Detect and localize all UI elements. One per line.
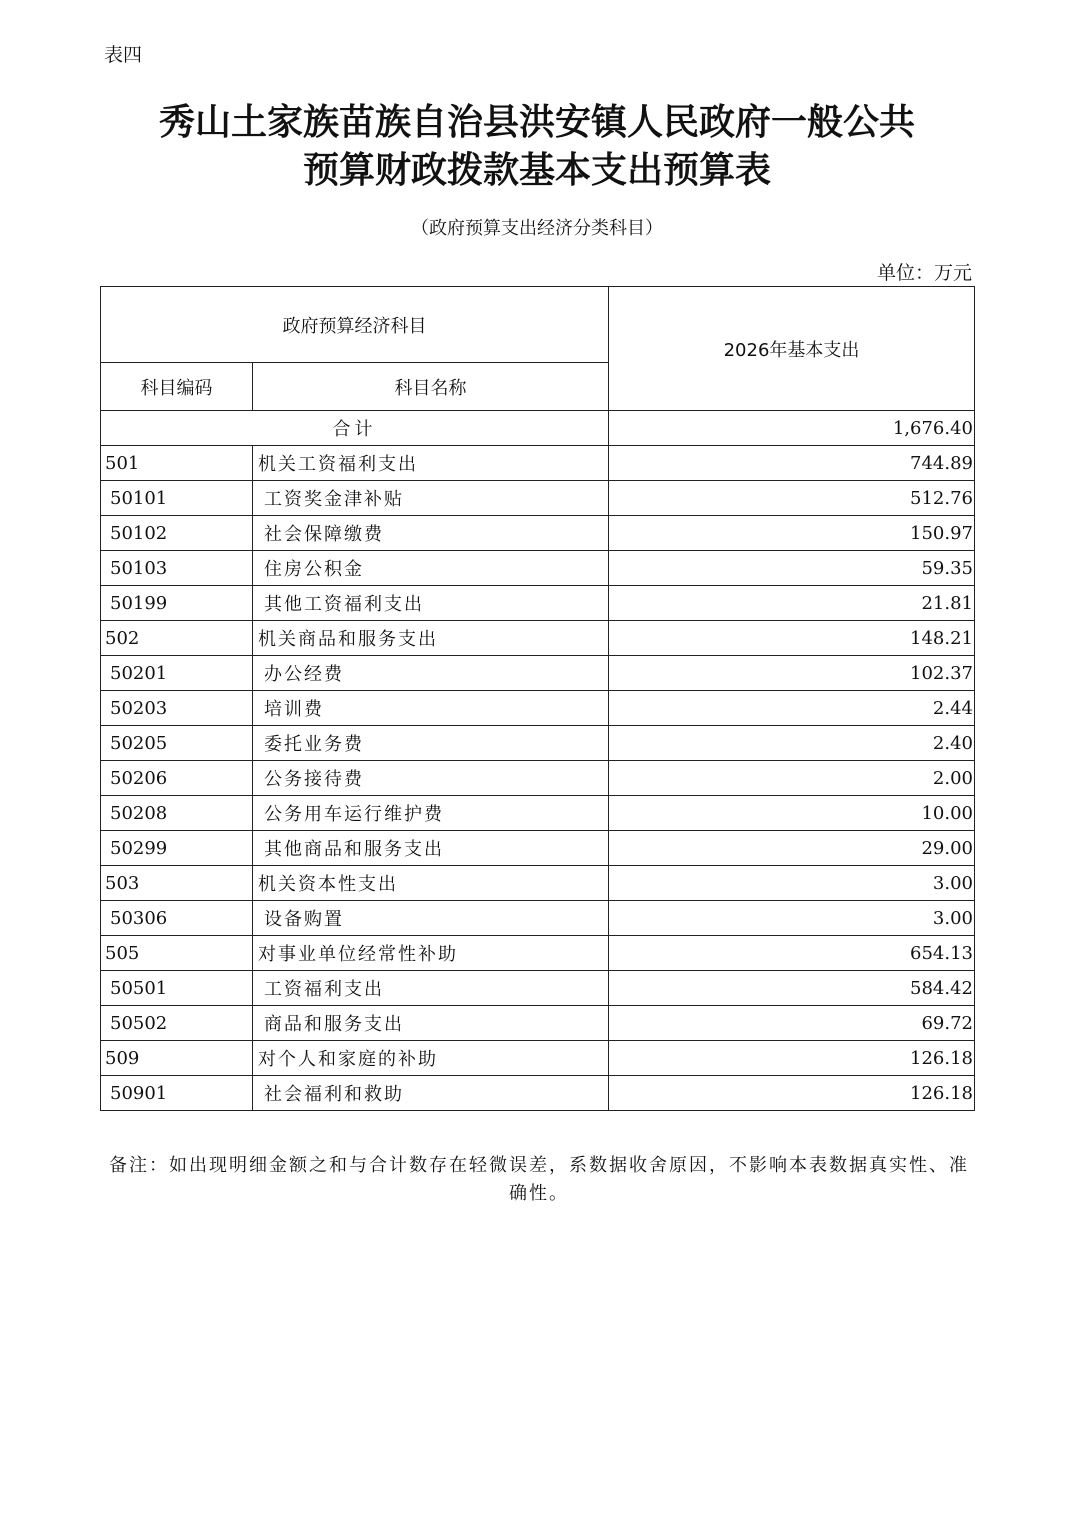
subject-name: 培训费 [253, 691, 609, 726]
subject-name: 工资福利支出 [253, 971, 609, 1006]
table-row [101, 621, 975, 656]
subject-code: 509 [101, 1041, 253, 1076]
subject-code: 505 [101, 936, 253, 971]
subject-code: 503 [101, 866, 253, 901]
subject-code: 50205 [101, 726, 253, 761]
subject-code: 502 [101, 621, 253, 656]
subject-code: 50101 [101, 481, 253, 516]
table-number-label: 表四 [104, 44, 143, 66]
subject-name: 机关工资福利支出 [253, 446, 609, 481]
subject-name: 社会保障缴费 [253, 516, 609, 551]
expenditure-amount: 69.72 [609, 1006, 975, 1041]
table-row [101, 1006, 975, 1041]
subject-code: 50199 [101, 586, 253, 621]
table-row [101, 936, 975, 971]
subject-name: 其他工资福利支出 [253, 586, 609, 621]
expenditure-amount: 59.35 [609, 551, 975, 586]
table-row [101, 691, 975, 726]
total-amount: 1,676.40 [609, 411, 975, 446]
subject-code: 50201 [101, 656, 253, 691]
budget-table [100, 286, 975, 1111]
subject-name: 办公经费 [253, 656, 609, 691]
subject-name: 委托业务费 [253, 726, 609, 761]
expenditure-amount: 21.81 [609, 586, 975, 621]
header-subject-code: 科目编码 [101, 363, 253, 411]
table-row [101, 551, 975, 586]
subject-name: 对个人和家庭的补助 [253, 1041, 609, 1076]
subject-code: 50206 [101, 761, 253, 796]
header-subject-name: 科目名称 [253, 363, 609, 411]
subject-code: 50103 [101, 551, 253, 586]
footnote: 备注：如出现明细金额之和与合计数存在轻微误差，系数据收舍原因，不影响本表数据真实性、准确性。 [109, 1155, 969, 1204]
subject-name: 商品和服务支出 [253, 1006, 609, 1041]
unit-label: 单位：万元 [876, 262, 972, 284]
title-line-1: 秀山土家族苗族自治县洪安镇人民政府一般公共 [158, 101, 915, 143]
subject-code: 50203 [101, 691, 253, 726]
subject-name: 其他商品和服务支出 [253, 831, 609, 866]
page-subtitle: （政府预算支出经济分类科目） [411, 218, 663, 239]
total-row [101, 411, 975, 446]
table-row [101, 971, 975, 1006]
subject-name: 机关资本性支出 [253, 866, 609, 901]
expenditure-amount: 148.21 [609, 621, 975, 656]
subject-name: 公务接待费 [253, 761, 609, 796]
subject-name: 机关商品和服务支出 [253, 621, 609, 656]
total-label: 合计 [101, 411, 609, 446]
subject-code: 50901 [101, 1076, 253, 1111]
expenditure-amount: 512.76 [609, 481, 975, 516]
expenditure-amount: 3.00 [609, 866, 975, 901]
table-row [101, 446, 975, 481]
header-basic-expenditure: 2026年基本支出 [609, 287, 975, 411]
expenditure-amount: 126.18 [609, 1041, 975, 1076]
subject-name: 设备购置 [253, 901, 609, 936]
subject-name: 社会福利和救助 [253, 1076, 609, 1111]
subject-code: 501 [101, 446, 253, 481]
subject-code: 50299 [101, 831, 253, 866]
expenditure-amount: 10.00 [609, 796, 975, 831]
expenditure-amount: 102.37 [609, 656, 975, 691]
expenditure-amount: 2.40 [609, 726, 975, 761]
expenditure-amount: 654.13 [609, 936, 975, 971]
table-row [101, 656, 975, 691]
expenditure-amount: 584.42 [609, 971, 975, 1006]
subject-name: 工资奖金津补贴 [253, 481, 609, 516]
table-row [101, 586, 975, 621]
subject-name: 公务用车运行维护费 [253, 796, 609, 831]
table-row [101, 1076, 975, 1111]
table-row [101, 516, 975, 551]
expenditure-amount: 3.00 [609, 901, 975, 936]
title-line-2: 预算财政拨款基本支出预算表 [302, 149, 771, 191]
table-row [101, 761, 975, 796]
table-row [101, 1041, 975, 1076]
table-row [101, 481, 975, 516]
expenditure-amount: 29.00 [609, 831, 975, 866]
expenditure-amount: 744.89 [609, 446, 975, 481]
subject-code: 50208 [101, 796, 253, 831]
subject-code: 50102 [101, 516, 253, 551]
expenditure-amount: 2.44 [609, 691, 975, 726]
table-row [101, 866, 975, 901]
table-row [101, 796, 975, 831]
table-row [101, 831, 975, 866]
table-row [101, 726, 975, 761]
subject-name: 住房公积金 [253, 551, 609, 586]
subject-code: 50502 [101, 1006, 253, 1041]
subject-code: 50501 [101, 971, 253, 1006]
expenditure-amount: 2.00 [609, 761, 975, 796]
subject-code: 50306 [101, 901, 253, 936]
table-row [101, 901, 975, 936]
table-body [101, 411, 975, 1111]
expenditure-amount: 150.97 [609, 516, 975, 551]
expenditure-amount: 126.18 [609, 1076, 975, 1111]
page-title [0, 98, 1074, 194]
header-economic-subject: 政府预算经济科目 [101, 287, 609, 363]
subject-name: 对事业单位经常性补助 [253, 936, 609, 971]
